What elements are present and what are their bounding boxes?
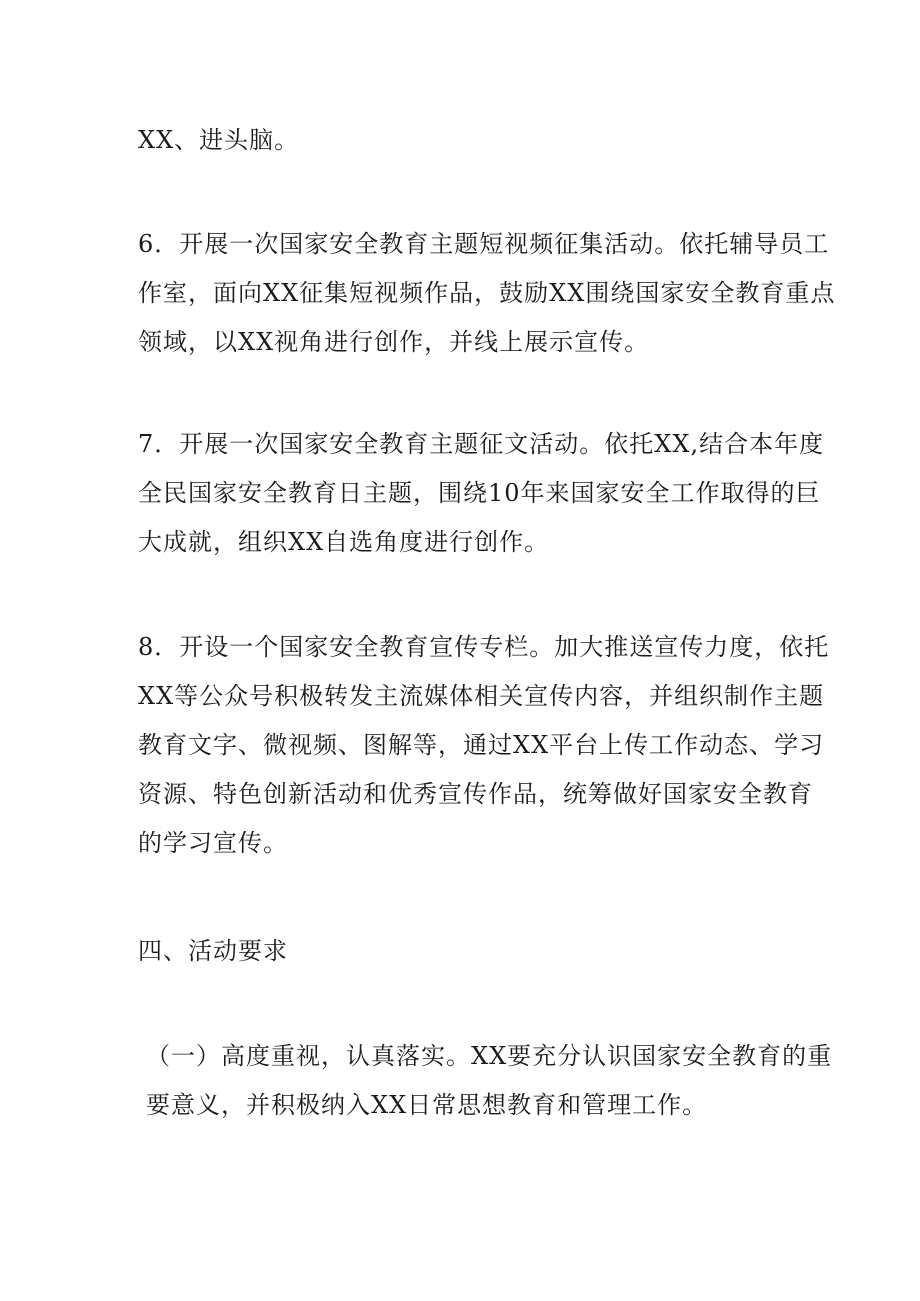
paragraph-item-8 (138, 623, 830, 868)
text-line: XX等公众号积极转发主流媒体相关宣传内容，并组织制作主题 (138, 682, 825, 710)
text-line: XX、进头脑。 (138, 126, 300, 154)
text-line: （一）高度重视，认真落实。XX要充分认识国家安全教育的重 (146, 1042, 833, 1070)
text-line: 要意义，并积极纳入XX日常思想教育和管理工作。 (146, 1091, 708, 1119)
text-line: 领域，以XX视角进行创作，并线上展示宣传。 (138, 328, 650, 356)
text-line: 全民国家安全教育日主题，围绕10年来国家安全工作取得的巨 (138, 479, 821, 507)
text-line: 资源、特色创新活动和优秀宣传作品，统筹做好国家安全教育 (138, 780, 813, 808)
section-heading (138, 927, 788, 976)
text-line: 7．开展一次国家安全教育主题征文活动。依托XX,结合本年度 (138, 430, 825, 458)
paragraph-continuation (138, 116, 788, 165)
text-line: 8．开设一个国家安全教育宣传专栏。加大推送宣传力度，依托 (138, 633, 830, 661)
paragraph-item-7 (138, 420, 825, 567)
text-line: 的学习宣传。 (138, 829, 288, 857)
paragraph-requirement-1 (146, 1032, 833, 1130)
text-line: 6．开展一次国家安全教育主题短视频征集活动。依托辅导员工 (138, 230, 830, 258)
text-line: 作室，面向XX征集短视频作品，鼓励XX围绕国家安全教育重点 (138, 279, 836, 307)
paragraph-item-6 (138, 220, 836, 367)
text-line: 教育文字、微视频、图解等，通过XX平台上传工作动态、学习 (138, 731, 825, 759)
text-line: 四、活动要求 (138, 937, 288, 965)
text-line: 大成就，组织XX自选角度进行创作。 (138, 528, 550, 556)
